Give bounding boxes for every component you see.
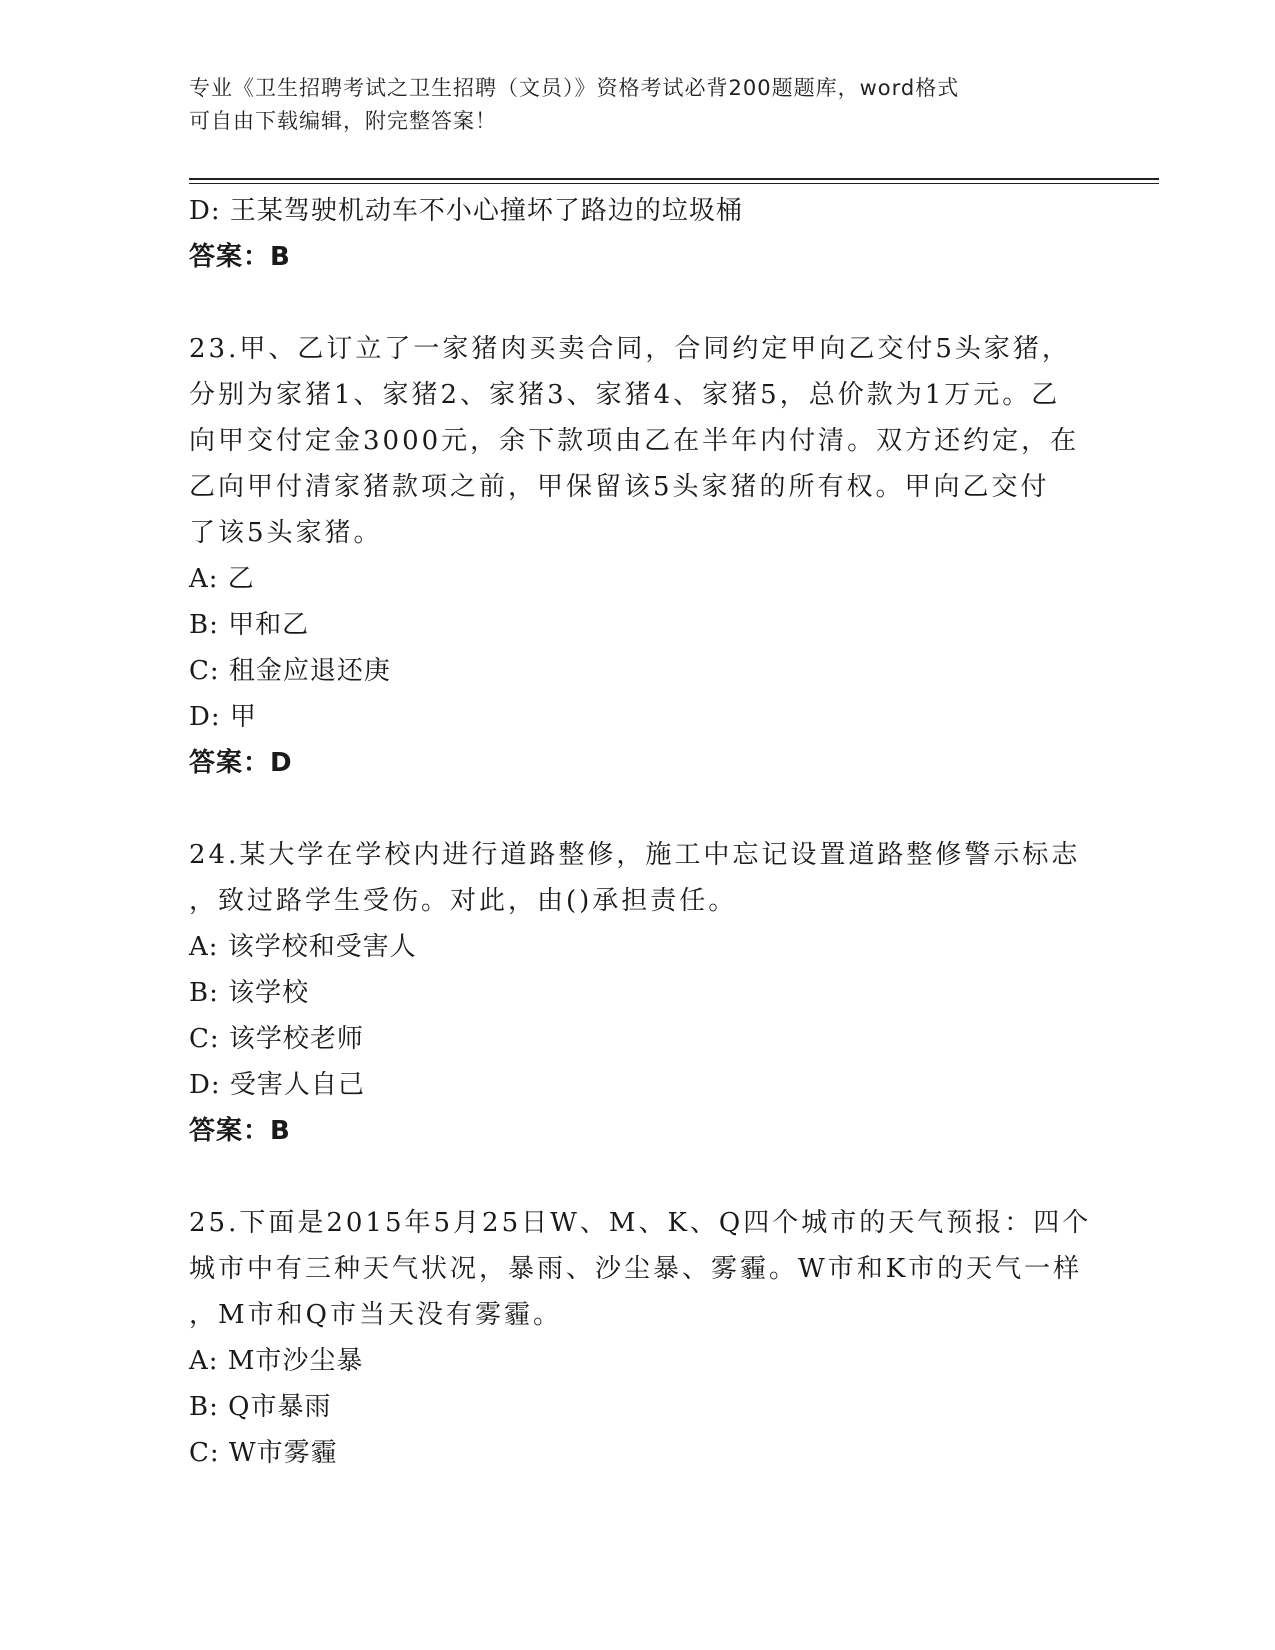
spacer: [189, 280, 1089, 326]
question-23: [189, 326, 1089, 786]
q23-stem-line: 分别为家猪1、家猪2、家猪3、家猪4、家猪5，总价款为1万元。乙: [189, 380, 1061, 410]
question-24: [189, 832, 1089, 1154]
q23-stem-line: 向甲交付定金3000元，余下款项由乙在半年内付清。双方还约定，在: [189, 426, 1080, 456]
q25-stem-line: 城市中有三种天气状况，暴雨、沙尘暴、雾霾。W市和K市的天气一样: [189, 1254, 1083, 1284]
q24-stem-line: 24.某大学在学校内进行道路整修，施工中忘记设置道路整修警示标志: [189, 840, 1081, 870]
q25-option-b: B: Q市暴雨: [189, 1392, 332, 1422]
header-divider-thin: [189, 183, 1159, 184]
q22-answer: 答案：B: [189, 242, 291, 272]
q24-option-a: A: 该学校和受害人: [189, 932, 417, 962]
q25-option-c: C: W市雾霾: [189, 1438, 338, 1468]
q23-stem-line: 23.甲、乙订立了一家猪肉买卖合同，合同约定甲向乙交付5头家猪，: [189, 334, 1071, 364]
q23-stem-line: 乙向甲付清家猪款项之前，甲保留该5头家猪的所有权。甲向乙交付: [189, 472, 1050, 502]
document-header: [189, 72, 1069, 138]
q23-option-b: B: 甲和乙: [189, 610, 310, 640]
spacer: [189, 1154, 1089, 1200]
q25-option-a: A: M市沙尘暴: [189, 1346, 364, 1376]
q25-stem-line: 25.下面是2015年5月25日W、M、K、Q四个城市的天气预报：四个: [189, 1208, 1092, 1238]
header-line-1: 专业《卫生招聘考试之卫生招聘（文员）》资格考试必背200题题库，word格式: [189, 76, 960, 100]
q23-option-a: A: 乙: [189, 564, 255, 594]
q24-option-d: D: 受害人自己: [189, 1070, 365, 1100]
q23-stem-line: 了该5头家猪。: [189, 518, 383, 548]
q23-answer: 答案：D: [189, 748, 293, 778]
q24-option-b: B: 该学校: [189, 978, 310, 1008]
header-line-2: 可自由下载编辑，附完整答案！: [189, 109, 497, 133]
question-content: [189, 188, 1092, 1476]
spacer: [189, 786, 1089, 832]
header-divider-thick: [189, 178, 1159, 180]
q25-stem-line: ，M市和Q市当天没有雾霾。: [189, 1300, 562, 1330]
q24-stem-line: ，致过路学生受伤。对此，由()承担责任。: [189, 886, 738, 916]
q23-option-c: C: 租金应退还庚: [189, 656, 391, 686]
q22-option-d: D: 王某驾驶机动车不小心撞坏了路边的垃圾桶: [189, 196, 743, 226]
q24-answer: 答案：B: [189, 1116, 291, 1146]
q23-option-d: D: 甲: [189, 702, 257, 732]
question-25: [189, 1200, 1092, 1476]
q24-option-c: C: 该学校老师: [189, 1024, 364, 1054]
